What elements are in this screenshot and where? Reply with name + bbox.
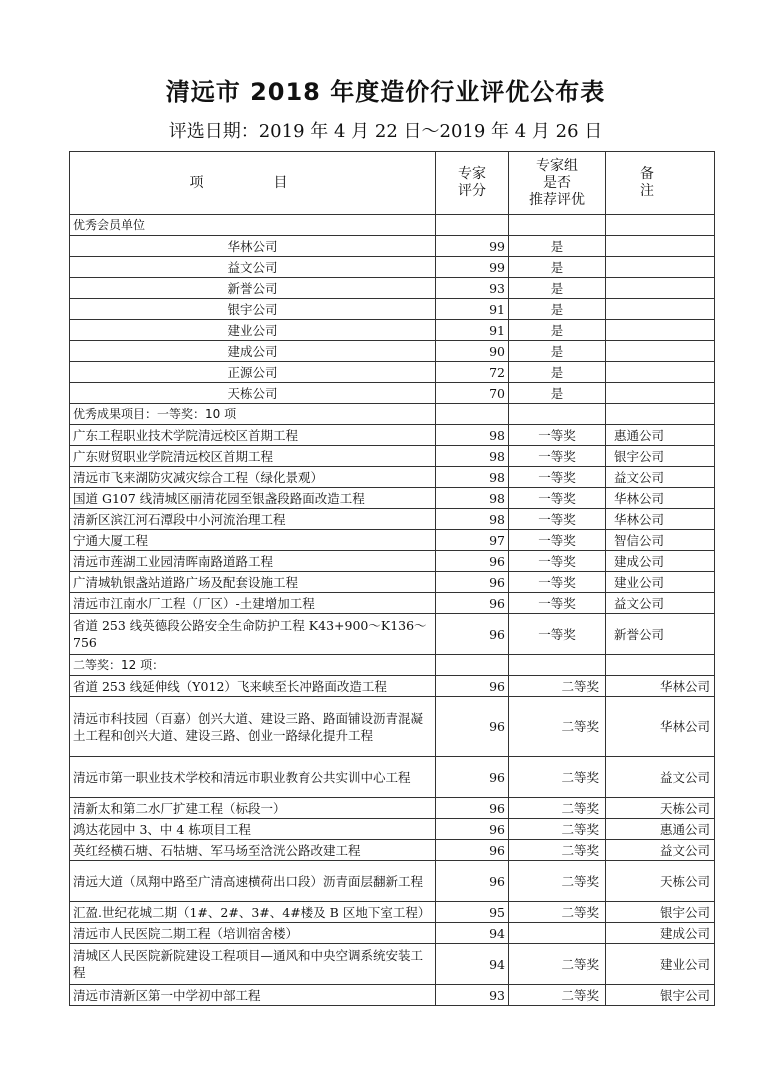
recommend-cell (509, 404, 606, 425)
table-row (70, 902, 715, 923)
recommend-cell: 二等奖 (509, 798, 606, 819)
remark-cell: 天栋公司 (606, 798, 715, 819)
score-cell: 98 (436, 488, 509, 509)
recommend-cell: 一等奖 (509, 572, 606, 593)
project-name: 清远市飞来湖防灾减灾综合工程（绿化景观） (70, 467, 436, 488)
score-cell: 98 (436, 509, 509, 530)
header-item: 项 目 (70, 152, 436, 215)
member-name: 正源公司 (70, 362, 436, 383)
remark-cell: 天栋公司 (606, 861, 715, 902)
table-row (70, 593, 715, 614)
score-cell: 96 (436, 551, 509, 572)
table-row (70, 819, 715, 840)
remark-cell (606, 383, 715, 404)
table-row (70, 985, 715, 1006)
remark-cell: 银宇公司 (606, 446, 715, 467)
table-body (70, 215, 715, 1006)
remark-cell (606, 341, 715, 362)
recommend-cell: 一等奖 (509, 551, 606, 572)
recommend-cell: 二等奖 (509, 819, 606, 840)
remark-cell: 华林公司 (606, 509, 715, 530)
score-cell: 98 (436, 467, 509, 488)
recommend-cell (509, 923, 606, 944)
score-cell: 99 (436, 257, 509, 278)
project-name: 清远市第一职业技术学校和清远市职业教育公共实训中心工程 (70, 757, 436, 798)
table-row (70, 676, 715, 697)
score-cell: 93 (436, 985, 509, 1006)
project-name: 清城区人民医院新院建设工程项目—通风和中央空调系统安装工程 (70, 944, 436, 985)
project-name: 清新太和第二水厂扩建工程（标段一） (70, 798, 436, 819)
remark-cell (606, 278, 715, 299)
score-cell: 95 (436, 902, 509, 923)
remark-cell: 建业公司 (606, 572, 715, 593)
score-cell: 70 (436, 383, 509, 404)
recommend-cell (509, 655, 606, 676)
table-row (70, 923, 715, 944)
member-name: 华林公司 (70, 236, 436, 257)
table-row (70, 446, 715, 467)
score-cell: 93 (436, 278, 509, 299)
recommend-cell: 是 (509, 341, 606, 362)
recommend-cell: 一等奖 (509, 446, 606, 467)
header-remark: 备 注 (606, 152, 715, 215)
project-name: 省道 253 线延伸线（Y012）飞来峡至长冲路面改造工程 (70, 676, 436, 697)
recommend-cell: 是 (509, 362, 606, 383)
remark-cell: 益文公司 (606, 593, 715, 614)
remark-cell: 华林公司 (606, 676, 715, 697)
header-score (436, 152, 509, 215)
remark-cell: 建业公司 (606, 944, 715, 985)
score-cell (436, 404, 509, 425)
remark-cell (606, 655, 715, 676)
project-name: 广东财贸职业学院清远校区首期工程 (70, 446, 436, 467)
header-recommend (509, 152, 606, 215)
score-cell: 96 (436, 819, 509, 840)
score-cell: 96 (436, 861, 509, 902)
score-cell: 96 (436, 614, 509, 655)
score-cell: 90 (436, 341, 509, 362)
recommend-cell: 二等奖 (509, 944, 606, 985)
table-row (70, 320, 715, 341)
recommend-cell: 一等奖 (509, 530, 606, 551)
score-cell: 96 (436, 798, 509, 819)
score-cell (436, 655, 509, 676)
remark-cell (606, 362, 715, 383)
remark-cell (606, 299, 715, 320)
table-row (70, 861, 715, 902)
member-name: 银宇公司 (70, 299, 436, 320)
score-cell: 96 (436, 697, 509, 757)
recommend-cell: 一等奖 (509, 509, 606, 530)
table-row (70, 572, 715, 593)
remark-cell: 华林公司 (606, 488, 715, 509)
recommend-cell: 二等奖 (509, 676, 606, 697)
member-name: 新誉公司 (70, 278, 436, 299)
remark-cell: 惠通公司 (606, 819, 715, 840)
project-name: 清远市清新区第一中学初中部工程 (70, 985, 436, 1006)
score-cell: 98 (436, 425, 509, 446)
table-row (70, 530, 715, 551)
project-name: 宁通大厦工程 (70, 530, 436, 551)
recommend-cell: 二等奖 (509, 985, 606, 1006)
project-name: 省道 253 线英德段公路安全生命防护工程 K43+900～K136～756 (70, 614, 436, 655)
awards-table (69, 151, 720, 1006)
remark-cell: 华林公司 (606, 697, 715, 757)
table-row (70, 488, 715, 509)
section-members-label: 优秀会员单位 (70, 215, 436, 236)
project-name: 清远市科技园（百嘉）创兴大道、建设三路、路面铺设沥青混凝土工程和创兴大道、建设三路、创业一路绿化提升工程 (70, 697, 436, 757)
table-row (70, 278, 715, 299)
table-row (70, 944, 715, 985)
remark-cell: 建成公司 (606, 551, 715, 572)
header-recommend-text: 专家组 是否 推荐评优 (529, 157, 585, 208)
recommend-cell: 一等奖 (509, 467, 606, 488)
project-name: 英红经横石塘、石牯塘、军马场至浛洸公路改建工程 (70, 840, 436, 861)
score-cell: 97 (436, 530, 509, 551)
score-cell (436, 215, 509, 236)
score-cell: 91 (436, 320, 509, 341)
table-row (70, 467, 715, 488)
recommend-cell: 一等奖 (509, 488, 606, 509)
table-row (70, 757, 715, 798)
score-cell: 94 (436, 944, 509, 985)
remark-cell (606, 257, 715, 278)
project-name: 清新区滨江河石潭段中小河流治理工程 (70, 509, 436, 530)
remark-cell (606, 404, 715, 425)
recommend-cell: 是 (509, 257, 606, 278)
header-score-text: 专家 评分 (458, 166, 486, 199)
recommend-cell: 是 (509, 383, 606, 404)
table-row (70, 341, 715, 362)
project-name: 清远市莲湖工业园清晖南路道路工程 (70, 551, 436, 572)
project-name: 汇盈.世纪花城二期（1#、2#、3#、4#楼及 B 区地下室工程） (70, 902, 436, 923)
table-header (70, 152, 720, 215)
member-name: 建业公司 (70, 320, 436, 341)
member-name: 天栋公司 (70, 383, 436, 404)
score-cell: 96 (436, 840, 509, 861)
project-name: 清远市人民医院二期工程（培训宿舍楼） (70, 923, 436, 944)
remark-cell (606, 236, 715, 257)
table-row (70, 840, 715, 861)
score-cell: 91 (436, 299, 509, 320)
remark-cell: 益文公司 (606, 757, 715, 798)
score-cell: 96 (436, 593, 509, 614)
remark-cell: 新誉公司 (606, 614, 715, 655)
remark-cell (606, 320, 715, 341)
member-name: 建成公司 (70, 341, 436, 362)
score-cell: 98 (436, 446, 509, 467)
project-name: 清远市江南水厂工程（厂区）-土建增加工程 (70, 593, 436, 614)
remark-cell: 建成公司 (606, 923, 715, 944)
section-first-prize-label: 优秀成果项目：一等奖：10 项 (70, 404, 436, 425)
remark-cell: 益文公司 (606, 467, 715, 488)
recommend-cell: 一等奖 (509, 593, 606, 614)
recommend-cell: 二等奖 (509, 697, 606, 757)
section-second-prize (70, 655, 715, 676)
table-row (70, 425, 715, 446)
section-second-prize-label: 二等奖：12 项： (70, 655, 436, 676)
score-cell: 94 (436, 923, 509, 944)
score-cell: 72 (436, 362, 509, 383)
remark-cell: 银宇公司 (606, 985, 715, 1006)
project-name: 清远大道（凤翔中路至广清高速横荷出口段）沥青面层翻新工程 (70, 861, 436, 902)
recommend-cell: 二等奖 (509, 757, 606, 798)
recommend-cell: 一等奖 (509, 425, 606, 446)
section-first-prize (70, 404, 715, 425)
score-cell: 96 (436, 676, 509, 697)
member-name: 益文公司 (70, 257, 436, 278)
score-cell: 96 (436, 757, 509, 798)
score-cell: 99 (436, 236, 509, 257)
remark-cell: 银宇公司 (606, 902, 715, 923)
project-name: 广东工程职业技术学院清远校区首期工程 (70, 425, 436, 446)
score-cell: 96 (436, 572, 509, 593)
recommend-cell: 一等奖 (509, 614, 606, 655)
remark-cell: 益文公司 (606, 840, 715, 861)
table-row (70, 299, 715, 320)
table-row (70, 509, 715, 530)
table-row (70, 236, 715, 257)
recommend-cell (509, 215, 606, 236)
table-row (70, 257, 715, 278)
section-members (70, 215, 715, 236)
recommend-cell: 二等奖 (509, 902, 606, 923)
recommend-cell: 是 (509, 278, 606, 299)
recommend-cell: 是 (509, 299, 606, 320)
table-row (70, 383, 715, 404)
table-row (70, 362, 715, 383)
project-name: 国道 G107 线清城区丽清花园至银盏段路面改造工程 (70, 488, 436, 509)
remark-cell (606, 215, 715, 236)
evaluation-date: 评选日期：2019 年 4 月 22 日～2019 年 4 月 26 日 (168, 121, 603, 142)
project-name: 广清城轨银盏站道路广场及配套设施工程 (70, 572, 436, 593)
project-name: 鸿达花园中 3、中 4 栋项目工程 (70, 819, 436, 840)
table-row (70, 798, 715, 819)
remark-cell: 智信公司 (606, 530, 715, 551)
recommend-cell: 二等奖 (509, 840, 606, 861)
recommend-cell: 是 (509, 320, 606, 341)
recommend-cell: 是 (509, 236, 606, 257)
page-title: 清远市 2018 年度造价行业评优公布表 (165, 78, 606, 106)
remark-cell: 惠通公司 (606, 425, 715, 446)
table-row (70, 697, 715, 757)
table-row (70, 614, 715, 655)
table-row (70, 551, 715, 572)
recommend-cell: 二等奖 (509, 861, 606, 902)
